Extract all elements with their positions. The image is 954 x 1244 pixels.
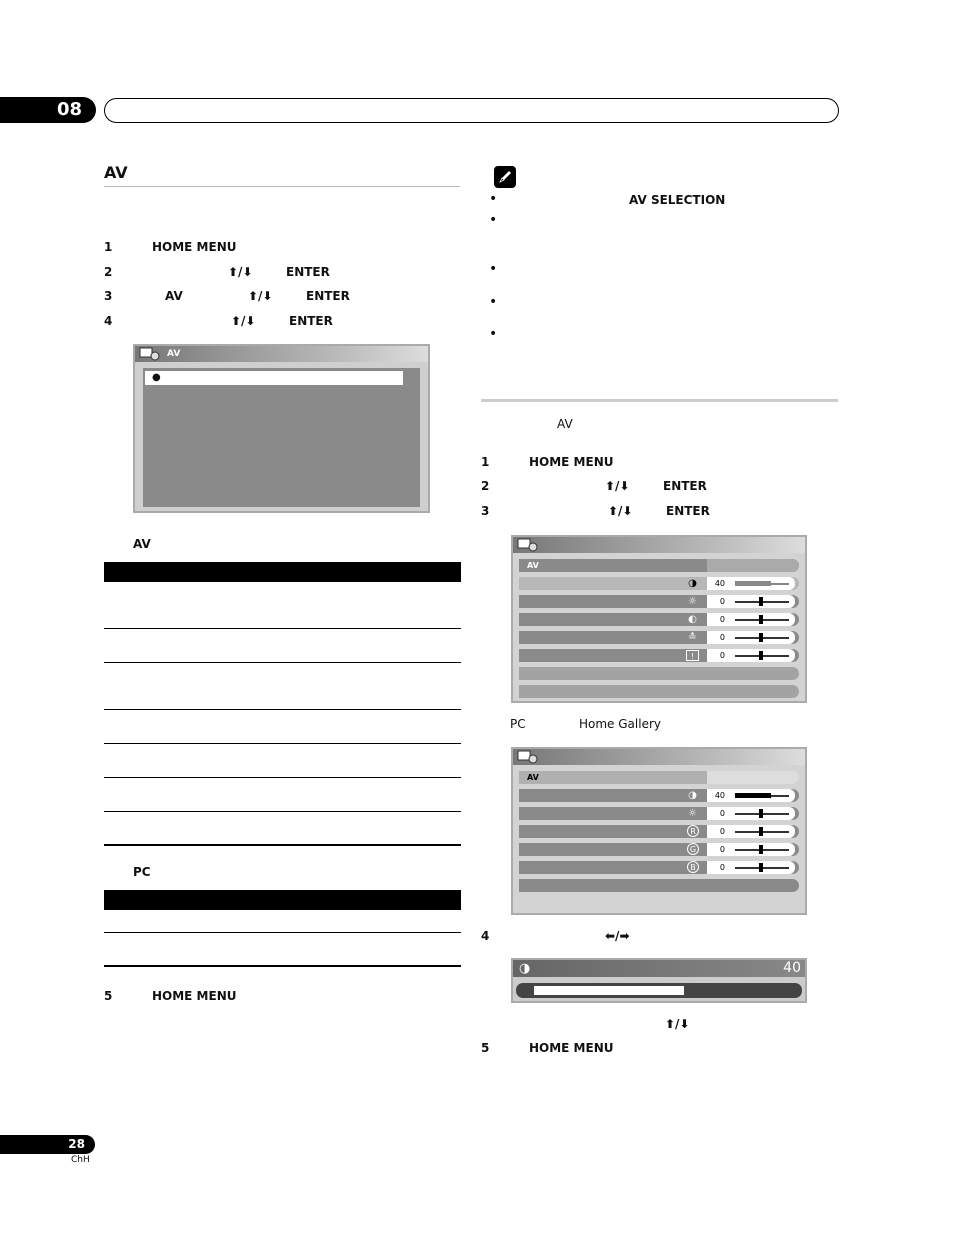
- adjust-value: 40: [783, 960, 801, 976]
- tint-slider[interactable]: [731, 631, 795, 644]
- tint-icon: ≛: [688, 632, 697, 643]
- blue-slider[interactable]: [731, 861, 795, 874]
- note-bullet: •: [489, 261, 498, 277]
- updown-arrows: ⬆/⬇: [605, 479, 630, 493]
- left-step-3: 3 AV ⬆/⬇ ENTER: [104, 289, 350, 303]
- tint-row[interactable]: ≛ 0: [519, 631, 799, 644]
- selected-bullet-icon: ●: [152, 372, 161, 383]
- sharpness-icon: !: [686, 650, 699, 661]
- adjust-slider-track[interactable]: [516, 983, 802, 998]
- menu-picture-icon: [517, 750, 539, 764]
- contrast-row[interactable]: ◑ 40: [519, 577, 799, 590]
- note-av-selection: AV SELECTION: [629, 193, 726, 207]
- green-icon: G: [687, 843, 699, 855]
- table1-label: AV: [133, 537, 151, 551]
- updown-arrows: ⬆/⬇: [231, 314, 256, 328]
- adjust-slider-fill: [534, 986, 684, 995]
- note-bullet: •: [489, 191, 498, 207]
- sharpness-slider[interactable]: [731, 649, 795, 662]
- table2-row-divider: [104, 932, 461, 933]
- contrast-icon: ◑: [688, 578, 697, 589]
- intro-av: AV: [557, 417, 573, 431]
- color-row[interactable]: ◐ 0: [519, 613, 799, 626]
- menu-setup-icon: [139, 347, 161, 361]
- contrast-icon: ◑: [688, 790, 697, 801]
- green-slider[interactable]: [731, 843, 795, 856]
- red-slider[interactable]: [731, 825, 795, 838]
- av-selection-menu: [133, 344, 430, 513]
- menu-option-row[interactable]: [519, 879, 799, 892]
- table1-row-divider: [104, 811, 461, 812]
- menu-option-row[interactable]: [519, 667, 799, 680]
- color-slider[interactable]: [731, 613, 795, 626]
- chapter-title-bar: [104, 98, 839, 123]
- table2-bottom-rule: [104, 965, 461, 967]
- updown-arrows: ⬆/⬇: [248, 289, 273, 303]
- table2-header: [104, 890, 461, 910]
- red-row[interactable]: R 0: [519, 825, 799, 838]
- brightness-slider[interactable]: [731, 595, 795, 608]
- pc-caption: PC: [510, 717, 526, 731]
- adjust-title-bar: [513, 960, 805, 977]
- left-step-1: 1 HOME MENU: [104, 240, 237, 254]
- table1-row-divider: [104, 777, 461, 778]
- page-number: 28: [0, 1135, 95, 1154]
- menu-title-bar: [513, 749, 805, 765]
- blue-row[interactable]: B 0: [519, 861, 799, 874]
- color-icon: ◐: [688, 614, 697, 625]
- menu-selected-item[interactable]: [145, 371, 403, 385]
- chapter-tab: 08: [0, 97, 96, 123]
- green-row[interactable]: G 0: [519, 843, 799, 856]
- menu-picture-icon: [517, 538, 539, 552]
- updown-arrows: ⬆/⬇: [665, 1017, 690, 1031]
- leftright-arrows: ⬅/➡: [605, 929, 630, 943]
- mode-row[interactable]: AV: [519, 559, 799, 572]
- sharpness-row[interactable]: ! 0: [519, 649, 799, 662]
- right-step-1: 1 HOME MENU: [481, 455, 614, 469]
- language-code: ChH: [71, 1155, 90, 1165]
- table1-row-divider: [104, 709, 461, 710]
- red-icon: R: [687, 825, 699, 837]
- menu-title-bar: [513, 537, 805, 553]
- contrast-icon: ◑: [519, 961, 531, 976]
- note-bullet: •: [489, 326, 498, 342]
- brightness-row[interactable]: ☼ 0: [519, 807, 799, 820]
- left-step-2: 2 ⬆/⬇ ENTER: [104, 265, 330, 279]
- contrast-adjust-panel: [511, 958, 807, 1003]
- left-step-5: 5 HOME MENU: [104, 989, 237, 1003]
- picture-menu-pc: [511, 747, 807, 915]
- section-title: AV: [104, 163, 128, 182]
- table1-bottom-rule: [104, 844, 461, 846]
- right-step-5: 5 HOME MENU: [481, 1041, 614, 1055]
- menu-list-area: [143, 368, 420, 507]
- table1-row-divider: [104, 628, 461, 629]
- brightness-icon: ☼: [688, 808, 697, 819]
- home-gallery-caption: Home Gallery: [579, 717, 661, 731]
- contrast-slider[interactable]: [731, 577, 795, 590]
- blue-icon: B: [687, 861, 699, 873]
- right-step-4: 4 ⬅/➡: [481, 929, 630, 943]
- menu-title-bar: AV: [135, 346, 428, 362]
- contrast-row[interactable]: ◑ 40: [519, 789, 799, 802]
- table1-header: [104, 562, 461, 582]
- note-bullet: •: [489, 212, 498, 228]
- brightness-icon: ☼: [688, 596, 697, 607]
- mode-row[interactable]: AV: [519, 771, 799, 784]
- section-rule: [104, 186, 460, 187]
- picture-menu-av: [511, 535, 807, 703]
- table1-row-divider: [104, 662, 461, 663]
- brightness-row[interactable]: ☼ 0: [519, 595, 799, 608]
- updown-arrows: ⬆/⬇: [228, 265, 253, 279]
- note-pencil-icon: [494, 166, 516, 188]
- menu-option-row[interactable]: [519, 685, 799, 698]
- table1-row-divider: [104, 743, 461, 744]
- section-rule-right: [481, 399, 838, 402]
- right-step-3: 3 ⬆/⬇ ENTER: [481, 504, 710, 518]
- table2-label: PC: [133, 865, 151, 879]
- right-updown-note: [481, 1017, 841, 1033]
- right-step-2: 2 ⬆/⬇ ENTER: [481, 479, 707, 493]
- left-step-4: 4 ⬆/⬇ ENTER: [104, 314, 333, 328]
- contrast-slider[interactable]: [731, 789, 795, 802]
- updown-arrows: ⬆/⬇: [608, 504, 633, 518]
- note-bullet: •: [489, 294, 498, 310]
- brightness-slider[interactable]: [731, 807, 795, 820]
